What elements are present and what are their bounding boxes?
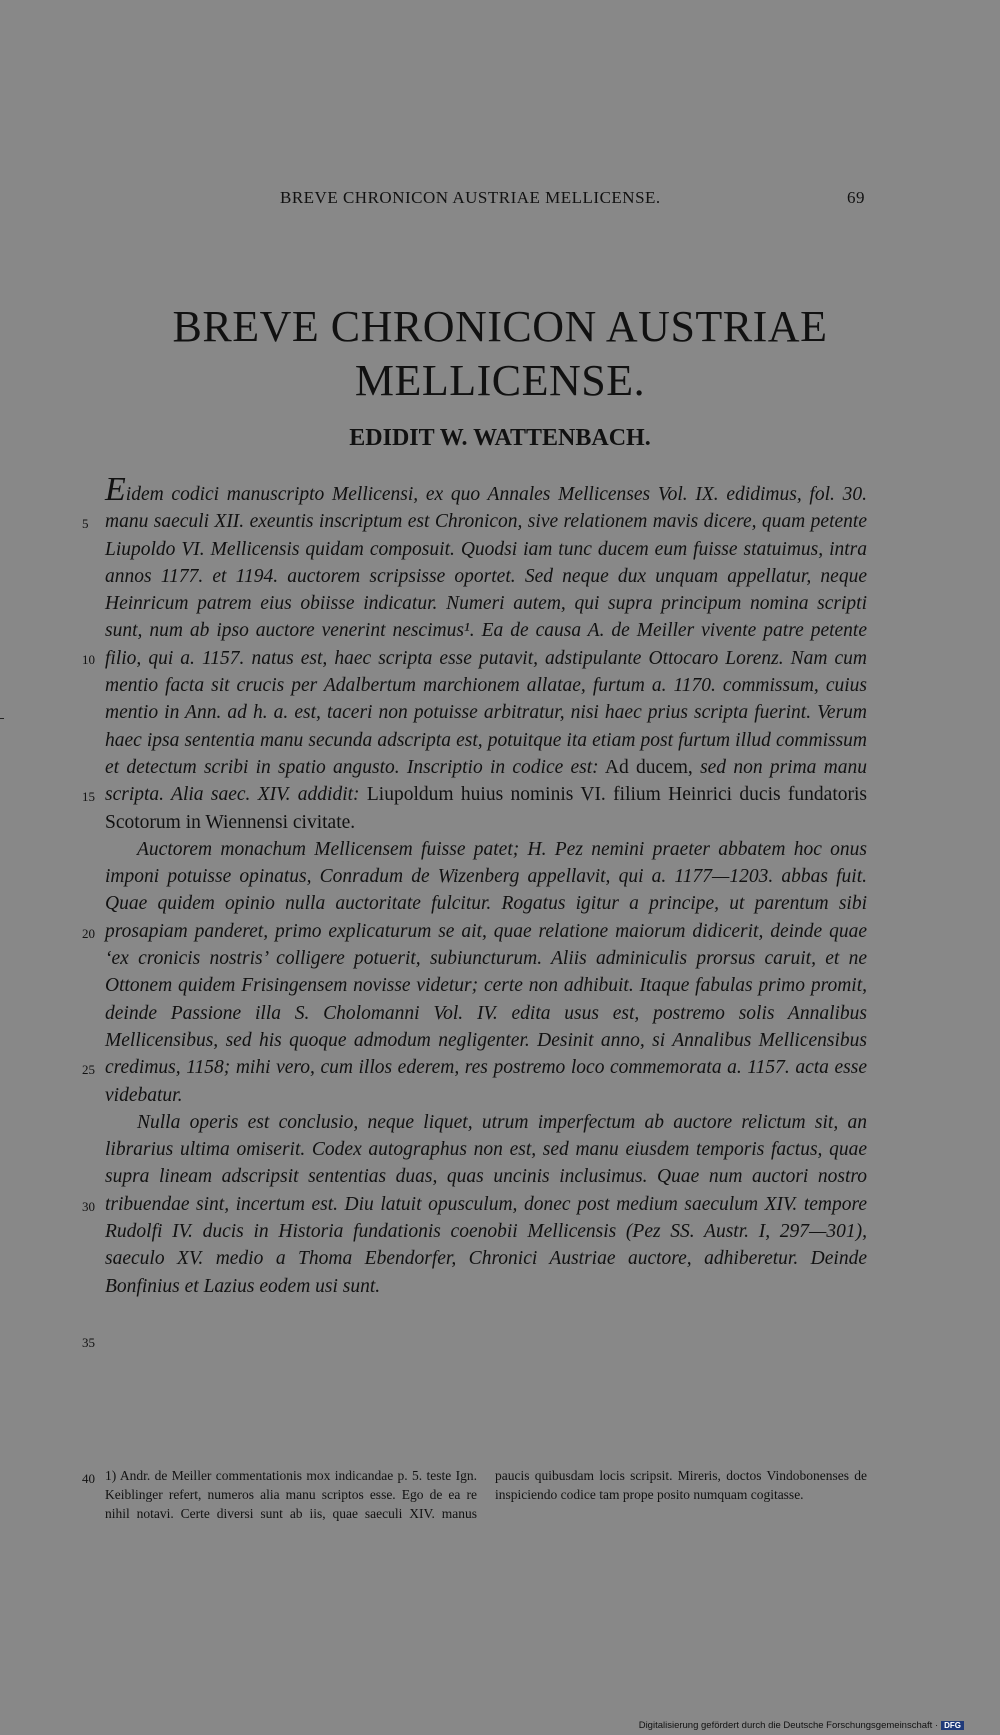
paragraph-1-text-b: sed non prima manu scripta. Alia saec. XIV. addidit:	[105, 756, 867, 806]
footnote: 1) Andr. de Meiller commentationis mox indicandae p. 5. teste Ign. Keiblinger refert, numeros alia manu scriptos esse. Ego de ea re nihil notavi. Certe diversi sunt ab iis, quae saeculi XIV. manus paucis quibusdam locis scripsit. Mireris, doctos Vindobonenses de inspiciendo codice tam prope posito numquam cogitasse.	[105, 1468, 867, 1521]
main-title-line-1: BREVE CHRONICON AUSTRIAE	[172, 302, 828, 351]
digitization-credit	[639, 1720, 964, 1731]
main-title	[100, 300, 900, 408]
line-number: 25	[82, 1062, 95, 1077]
line-number: 30	[82, 1199, 95, 1214]
scan-mark	[0, 718, 4, 719]
line-number: 40	[82, 1471, 95, 1486]
paragraph-3: Nulla operis est conclusio, neque liquet, utrum imperfectum ab auctore relictum sit, an librarius ultima omiserit. Codex autographus non est, sed manu eiusdem temporis factus, quae supra lineam adscripsit sententias duas, quas uncinis inclusimus. Quae num auctori nostro tribuendae sint, incertum est. Diu latuit opusculum, donec post medium saeculum XIV. tempore Rudolfi IV. ducis in Historia fundationis coenobii Mellicensis (Pez SS. Austr. I, 297—301), saeculo XV. medio a Thoma Ebendorfer, Chronici Austriae auctore, adhiberetur. Deinde Bonfinius et Lazius eodem usi sunt.	[105, 1111, 867, 1297]
editor-line: EDIDIT W. WATTENBACH.	[349, 425, 651, 451]
paragraph-1-roman-b: Liupoldum huius nominis VI. filium Heinrici ducis fundatoris Scotorum in Wiennensi civitate.	[105, 784, 867, 833]
paragraph-2: Auctorem monachum Mellicensem fuisse patet; H. Pez nemini praeter abbatem hoc onus imponi potuisse opinatus, Conradum de Wizenberg appellavit, qui a. 1177—1203. abbas fuit. Quae quidem opinio nulla auctoritate fulcitur. Rogatus igitur a principe, ut parentum sibi prosapiam panderet, primo explicaturum se ait, quae relatione maiorum didicerit, deinde quae ‘ex cronicis nostris’ colligere potuerit, subiuncturum. Aliis adminiculis prorsus caruit, et ne Ottonem quidem Frisingensem novisse videtur; certe non adhibuit. Itaque fabulas primo promit, deinde Passione illa S. Cholomanni Vol. IV. edita usus est, postremo solis Annalibus Mellicensibus, sed his quoque admodum negligenter. Desinit anno, si Annalibus Mellicensibus credimus, 1158; mihi vero, cum illos ederem, res postremo loco commemorata a. 1157. acta esse videbatur.	[105, 838, 867, 1106]
paragraph-1-roman-a: Ad ducem,	[598, 756, 693, 778]
body-text	[105, 471, 867, 1300]
line-number: 20	[82, 926, 95, 941]
main-title-line-2: MELLICENSE.	[354, 356, 646, 405]
line-number: 10	[82, 652, 95, 667]
page-number: 69	[847, 188, 865, 207]
drop-initial: E	[105, 471, 126, 508]
running-head-title: BREVE CHRONICON AUSTRIAE MELLICENSE.	[280, 188, 661, 207]
credit-text: Digitalisierung gefördert durch die Deutsche Forschungsgemeinschaft ·	[638, 1720, 939, 1731]
line-number: 15	[82, 789, 95, 804]
paragraph-1-text-a: idem codici manuscripto Mellicensi, ex quo Annales Mellicenses Vol. IX. edidimus, fol. 30. manu saeculi XII. exeuntis inscriptum est Chronicon, sive relationem mavis dicere, quam petente Liupoldo VI. Mellicensis quidam composuit. Quodsi iam tunc ducem eum fuisse statuimus, intra annos 1177. et 1194. auctorem scripsisse oportet. Sed neque dux unquam appellatur, neque Heinricum patrem eius obiisse indicatur. Numeri autem, qui supra principum nomina scripti sunt, num ab ipso auctore venerint nescimus¹. Ea de causa A. de Meiller vivente patre petente filio, qui a. 1157. natus est, haec scripta esse putavit, adstipulante Ottocaro Lorenz. Nam cum mentio facta sit crucis per Adalbertum marchionem allatae, furtum a. 1170. commissum, cuius mentio in Ann. ad h. a. est, taceri non potuisse arbitratur, nisi haec prius scripta fuerint. Verum haec ipsa sententia manu secunda adscripta est, potuitque ita etiam post furtum illud commissum et detectum scribi in spatio angusto. Inscriptio in codice est:	[105, 484, 867, 778]
line-number: 35	[82, 1335, 95, 1350]
paragraph-1	[105, 471, 867, 836]
line-number: 5	[82, 516, 89, 531]
dfg-logo: DFG	[941, 1721, 964, 1730]
